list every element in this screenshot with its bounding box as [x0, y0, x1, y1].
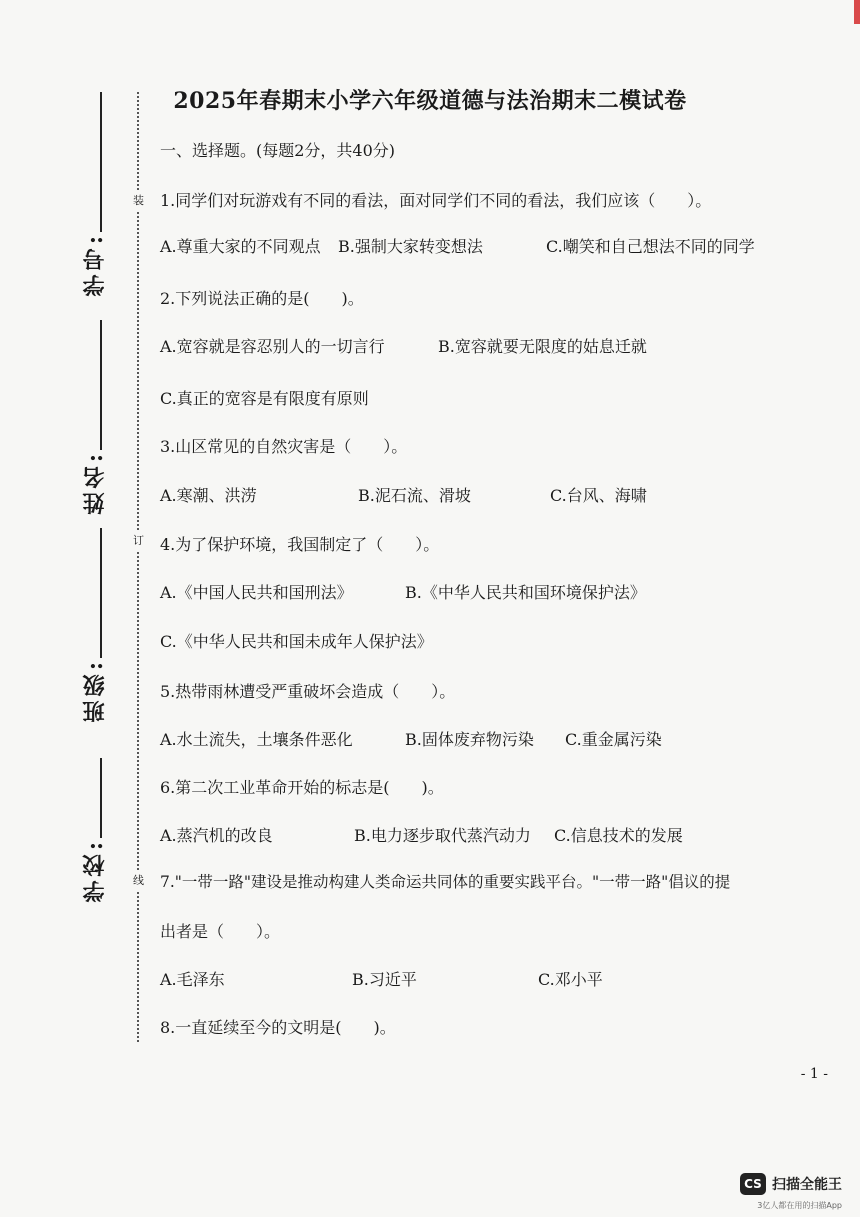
- name-field[interactable]: [74, 320, 114, 514]
- name-label: 姓名:: [81, 450, 108, 515]
- class-label: 班级:: [81, 658, 108, 723]
- exam-title: 2025年春期末小学六年级道德与法治期末二模试卷: [173, 88, 687, 114]
- option-c[interactable]: C.台风、海啸: [550, 486, 647, 505]
- option-a[interactable]: A.《中国人民共和国刑法》: [160, 583, 353, 602]
- option-row: [160, 483, 647, 506]
- question-text-line-1: 7."一带一路"建设是推动构建人类命运共同体的重要实践平台。"一带一路"倡议的提: [160, 873, 731, 891]
- option-c[interactable]: C.《中华人民共和国未成年人保护法》: [160, 632, 433, 651]
- option-b[interactable]: B.固体废弃物污染: [405, 730, 534, 749]
- option-c[interactable]: C.邓小平: [538, 970, 603, 989]
- option-b[interactable]: B.宽容就要无限度的姑息迁就: [438, 337, 647, 356]
- option-a[interactable]: A.尊重大家的不同观点: [160, 237, 321, 256]
- option-row: [160, 629, 433, 652]
- section-heading: 一、选择题。(每题2分，共40分): [160, 141, 396, 160]
- question-text-line-2: 出者是（ ）。: [160, 922, 281, 941]
- page-number: - 1 -: [800, 1066, 828, 1082]
- student-number-label: 学号:: [81, 232, 108, 297]
- option-row: [160, 334, 647, 357]
- student-number-line: [100, 92, 102, 232]
- option-b[interactable]: B.电力逐步取代蒸汽动力: [354, 826, 531, 845]
- school-line: [100, 758, 102, 838]
- option-a[interactable]: A.水土流失，土壤条件恶化: [160, 730, 353, 749]
- page-edge-marker: [854, 0, 860, 24]
- option-a[interactable]: A.宽容就是容忍别人的一切言行: [160, 337, 385, 356]
- question-text: 2.下列说法正确的是( )。: [160, 289, 364, 308]
- option-b[interactable]: B.泥石流、滑坡: [358, 486, 471, 505]
- option-a[interactable]: A.蒸汽机的改良: [160, 826, 273, 845]
- question-text: 1.同学们对玩游戏有不同的看法，面对同学们不同的看法，我们应该（ ）。: [160, 191, 712, 210]
- option-b[interactable]: B.强制大家转变想法: [338, 237, 483, 256]
- scanner-watermark: [740, 1173, 842, 1195]
- class-field[interactable]: [74, 528, 114, 722]
- option-a[interactable]: A.毛泽东: [160, 970, 225, 989]
- question-text: 4.为了保护环境，我国制定了（ ）。: [160, 535, 440, 554]
- option-c[interactable]: C.重金属污染: [565, 730, 662, 749]
- option-row: [160, 234, 755, 257]
- option-row: [160, 823, 683, 846]
- camscanner-logo-icon: CS: [740, 1173, 766, 1195]
- option-a[interactable]: A.寒潮、洪涝: [160, 486, 257, 505]
- scanner-app-name: 扫描全能王: [772, 1177, 842, 1193]
- option-b[interactable]: B.习近平: [352, 970, 417, 989]
- name-line: [100, 320, 102, 450]
- option-row: [160, 967, 603, 990]
- student-number-field[interactable]: [74, 92, 114, 296]
- option-c[interactable]: C.嘲笑和自己想法不同的同学: [546, 237, 755, 256]
- option-row: [160, 580, 646, 603]
- binding-dotted-line: [137, 92, 139, 1042]
- binding-mark-xian: 线: [133, 870, 144, 890]
- scanner-slogan: 3亿人都在用的扫描App: [757, 1201, 842, 1210]
- option-c[interactable]: C.真正的宽容是有限度有原则: [160, 389, 369, 408]
- binding-mark-zhuang: 装: [133, 190, 144, 210]
- option-row: [160, 386, 369, 409]
- question-text: 6.第二次工业革命开始的标志是( )。: [160, 778, 444, 797]
- question-text: 3.山区常见的自然灾害是（ ）。: [160, 437, 408, 456]
- school-field[interactable]: [74, 758, 114, 902]
- option-c[interactable]: C.信息技术的发展: [554, 826, 683, 845]
- option-b[interactable]: B.《中华人民共和国环境保护法》: [405, 583, 646, 602]
- binding-mark-ding: 订: [133, 530, 144, 550]
- school-label: 学校:: [81, 838, 108, 903]
- question-text: 5.热带雨林遭受严重破坏会造成（ ）。: [160, 682, 456, 701]
- class-line: [100, 528, 102, 658]
- option-row: [160, 727, 662, 750]
- question-text: 8.一直延续至今的文明是( )。: [160, 1018, 396, 1037]
